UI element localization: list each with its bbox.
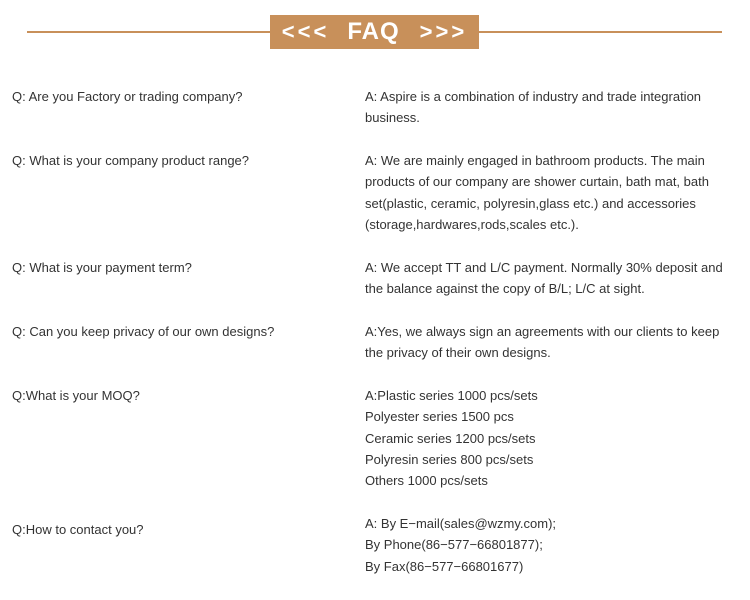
- faq-answer: [365, 257, 743, 300]
- header-rule-right: [478, 31, 722, 33]
- faq-answer: [365, 86, 743, 129]
- faq-answer-line: Others 1000 pcs/sets: [365, 473, 488, 489]
- faq-question: Q: What is your company product range?: [12, 153, 250, 168]
- faq-answer-line: the balance against the copy of B/L; L/C at sight.: [365, 281, 645, 297]
- left-chevrons-icon: <<<: [281, 19, 330, 44]
- faq-question: Q: What is your payment term?: [12, 260, 192, 275]
- faq-title-banner: [270, 15, 479, 49]
- faq-answer-line: A: We accept TT and L/C payment. Normally 30% deposit and: [365, 260, 723, 275]
- faq-header: [0, 15, 750, 49]
- faq-answer-line: A: By E−mail(sales@wzmy.com);: [365, 516, 557, 531]
- faq-answer: [365, 321, 743, 364]
- faq-answer: [365, 150, 743, 235]
- faq-answer-line: Polyresin series 800 pcs/sets: [365, 451, 534, 467]
- header-rule-left: [27, 31, 270, 33]
- faq-question: Q:How to contact you?: [12, 522, 144, 537]
- faq-answer: [365, 385, 743, 491]
- faq-answer-line: set(plastic, ceramic, polyresin,glass etc.) and accessories: [365, 195, 696, 211]
- faq-answer-line: products of our company are shower curtain, bath mat, bath: [365, 174, 709, 190]
- faq-question: Q: Are you Factory or trading company?: [12, 89, 243, 104]
- faq-answer-line: By Phone(86−577−66801877);: [365, 537, 543, 553]
- faq-answer-line: A: Aspire is a combination of industry and trade integration: [365, 89, 702, 104]
- faq-answer-line: business.: [365, 110, 420, 126]
- faq-answer-line: Ceramic series 1200 pcs/sets: [365, 430, 536, 446]
- faq-question: Q:What is your MOQ?: [12, 388, 140, 403]
- faq-answer-line: A:Yes, we always sign an agreements with our clients to keep: [365, 324, 720, 339]
- page-title: FAQ: [347, 18, 400, 45]
- faq-answer-line: A:Plastic series 1000 pcs/sets: [365, 388, 538, 403]
- faq-answer-line: By Fax(86−577−66801677): [365, 558, 524, 574]
- faq-answer-line: the privacy of their own designs.: [365, 345, 551, 361]
- faq-answer-line: A: We are mainly engaged in bathroom products. The main: [365, 153, 705, 168]
- faq-answer-line: (storage,hardwares,rods,scales etc.).: [365, 216, 579, 232]
- faq-answer-line: Polyester series 1500 pcs: [365, 409, 514, 425]
- faq-question: Q: Can you keep privacy of our own designs?: [12, 324, 275, 339]
- faq-answer: [365, 513, 743, 577]
- right-chevrons-icon: >>>: [419, 19, 468, 44]
